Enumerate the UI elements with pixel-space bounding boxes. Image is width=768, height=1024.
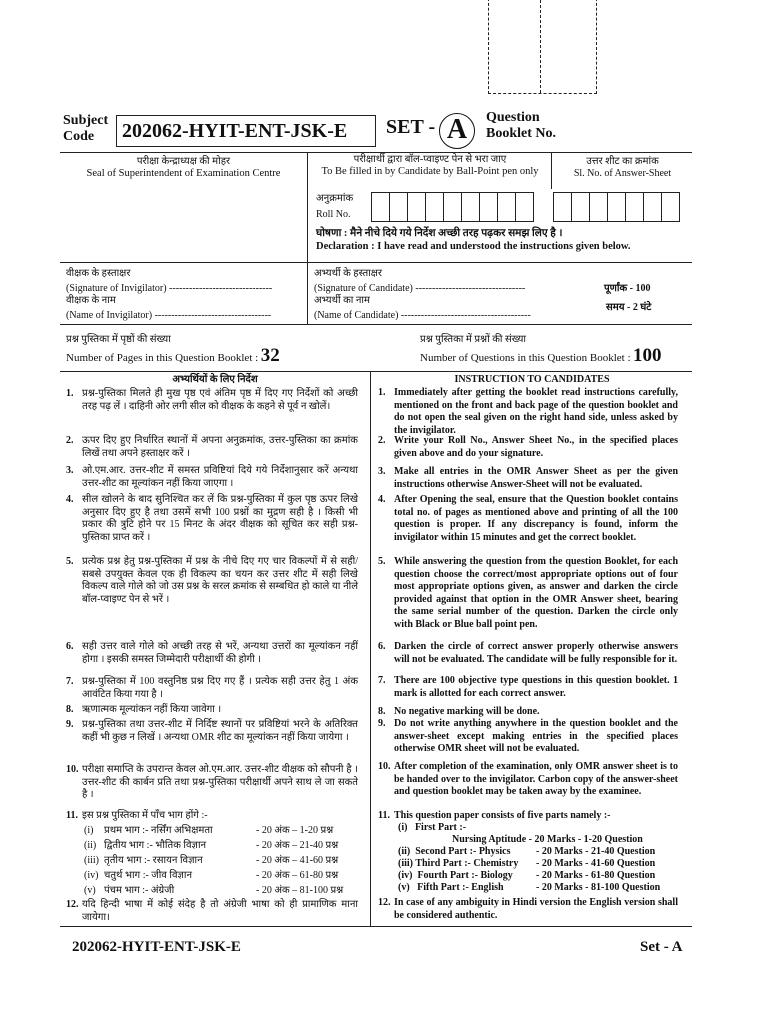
en-item-text: There are 100 objective type questions in this question booklet. 1 mark is allotted for each correct answer. [394, 675, 678, 699]
cand-name-en: (Name of Candidate) --------------------------------------- [314, 310, 531, 321]
en-item-num: 5. [378, 556, 386, 567]
footer-code: 202062-HYIT-ENT-JSK-E [72, 939, 241, 955]
en-item-1 [378, 387, 678, 437]
hi-part-marks: - 20 अंक – 21-40 प्रश्न [256, 840, 339, 851]
declaration [316, 227, 631, 253]
roll-box-1[interactable] [371, 192, 390, 222]
roll-box-2[interactable] [389, 192, 408, 222]
hi-item-text: ऋणात्मक मूल्यांकन नहीं किया जावेगा । [82, 704, 222, 715]
seal-cut-line [540, 0, 541, 93]
en-part-name: (ii) Second Part :- Physics [398, 846, 511, 857]
time-limit: समय - 2 घंटे [606, 302, 652, 313]
hi-item-num: 8. [66, 704, 74, 715]
candidate-sig [314, 268, 531, 322]
en-part-name: (iv) Fourth Part :- Biology [398, 870, 513, 881]
pages-en: Number of Pages in this Question Booklet : [66, 352, 259, 364]
hi-item-num: 5. [66, 556, 74, 567]
hi-item-2 [66, 435, 358, 460]
pages-hi: प्रश्न पुस्तिका में पृष्ठों की संख्या [66, 334, 171, 345]
en-part-1-detail: Nursing Aptitude - 20 Marks - 1-20 Question [452, 834, 643, 845]
questions-value: 100 [633, 345, 662, 366]
grid-line-v2 [551, 152, 552, 189]
hi-item-8 [66, 704, 358, 717]
hi-item-num: 4. [66, 494, 74, 505]
en-item-num: 4. [378, 494, 386, 505]
hi-item-text: परीक्षा समाप्ति के उपरान्त केवल ओ.एम.आर. उत्तर-शीट वीक्षक को सौपनी है । उत्तर-शीट की कार्बन प्रति तथा प्रश्न-पुस्तिका परीक्षार्थी अपने साथ ले जा सकते है । [82, 764, 358, 800]
cand-sig-hi: अभ्यर्थी के हस्ताक्षर [314, 268, 383, 279]
en-item-10 [378, 761, 678, 799]
roll-box-3[interactable] [407, 192, 426, 222]
booklet-label [486, 110, 556, 142]
hi-part-roman: (iii) [84, 855, 99, 866]
roll-box-9[interactable] [515, 192, 534, 222]
grid-line-mid [60, 262, 692, 263]
cand-sig-en: (Signature of Candidate) --------------------------------- [314, 283, 526, 294]
hi-part-name: तृतीय भाग :- रसायन विज्ञान [104, 855, 203, 866]
hi-part-name: प्रथम भाग :- नर्सिंग अभिक्षमता [104, 825, 213, 836]
hi-item-10 [66, 764, 358, 802]
hi-item-num: 1. [66, 388, 74, 399]
roll-box-5[interactable] [443, 192, 462, 222]
en-item-text: Make all entries in the OMR Answer Sheet as per the given instructions otherwise Answer-Sheet will not be evaluated. [394, 466, 678, 490]
hi-item-num: 3. [66, 465, 74, 476]
hi-item-text: ऊपर दिए हुए निर्धारित स्थानों में अपना अनुक्रमांक, उत्तर-पुस्तिका का क्रमांक लिखें तथा अपने हस्ताक्षर करें । [82, 435, 358, 459]
en-item-num: 8. [378, 706, 386, 717]
en-item-6 [378, 641, 678, 666]
cand-name-hi: अभ्यर्थी का नाम [314, 295, 370, 306]
hi-item-text: सील खोलने के बाद सुनिश्चित कर लें कि प्रश्न-पुस्तिका में कुल पृष्ठ ऊपर लिखे अनुसार दिए हुए है तथा उसमें सभी 100 प्रश्नों का मुद्रण सही है । किसी भी प्रकार की त्रुटि होने पर 15 मिनट के अंदर वीक्षक को सूचित कर सही प्रश्न-पुस्तिका प्राप्त करें । [82, 494, 358, 543]
hi-part-5 [84, 885, 364, 897]
set-letter: A [446, 114, 468, 145]
en-part-marks: - 20 Marks - 81-100 Question [536, 882, 661, 893]
candidate-fill-hi: परीक्षार्थी द्वारा बॉल-प्वाइण्ट पेन से भरा जाए [353, 154, 507, 165]
en-item-text: Do not write anything anywhere in the question booklet and the answer-sheet except making entries in the specified places otherwise OMR sheet will not be evaluated. [394, 718, 678, 754]
en-item-num: 6. [378, 641, 386, 652]
hi-item-6 [66, 641, 358, 666]
questions-en: Number of Questions in this Question Booklet : [420, 352, 631, 364]
footer-set: Set - A [640, 939, 683, 955]
en-item-text: Immediately after getting the booklet read instructions carefully, mentioned on the front and back page of the question booklet and do not open the seal given on the right hand side, unless asked by the invigilator. [394, 387, 678, 436]
hi-item-text: प्रश्न-पुस्तिका में 100 वस्तुनिष्ठ प्रश्न दिए गए हैं । प्रत्येक सही उत्तर हेतु 1 अंक आवंटित किया गया है । [82, 676, 358, 700]
grid-line-v1 [307, 152, 308, 324]
subject-label [63, 113, 108, 145]
hi-part-name: पंचम भाग :- अंग्रेजी [104, 885, 175, 896]
hi-part-marks: - 20 अंक – 41-60 प्रश्न [256, 855, 339, 866]
roll-label [316, 193, 353, 221]
hi-item-1 [66, 388, 358, 413]
en-item-num: 9. [378, 718, 386, 729]
en-item-11 [378, 810, 678, 823]
grid-line-top [60, 152, 692, 153]
en-part-name: (v) Fifth Part :- English [398, 882, 504, 893]
en-part-2 [398, 846, 688, 858]
en-part-1-label: (i) First Part :- [398, 822, 467, 833]
subject-code: 202062-HYIT-ENT-JSK-E [122, 120, 348, 142]
sheet-box-6[interactable] [643, 192, 662, 222]
en-item-8 [378, 706, 678, 719]
hi-item-12 [66, 899, 358, 924]
en-item-text: Darken the circle of correct answer properly otherwise answers will not be evaluated. The candidate will be fully responsible for it. [394, 641, 678, 665]
hi-item-7 [66, 676, 358, 701]
sheet-box-5[interactable] [625, 192, 644, 222]
hi-part-1 [84, 825, 364, 837]
seal-cut-box [488, 0, 597, 94]
en-item-num: 10. [378, 761, 391, 772]
en-item-4 [378, 494, 678, 544]
roll-box-7[interactable] [479, 192, 498, 222]
en-instr-title: INSTRUCTION TO CANDIDATES [454, 374, 610, 385]
invigilator-sig [66, 268, 272, 322]
hi-part-name: चतुर्थ भाग :- जीव विज्ञान [104, 870, 193, 881]
en-part-marks: - 20 Marks - 21-40 Question [536, 846, 656, 857]
inv-name-hi: वीक्षक के नाम [66, 295, 116, 306]
full-marks: पूर्णांक - 100 [604, 283, 651, 294]
hi-item-text: प्रत्येक प्रश्न हेतु प्रश्न-पुस्तिका में प्रश्न के नीचे दिए गए चार विकल्पों में से सही/सबसे उपयुक्त केवल एक ही विकल्प का चयन कर उत्तर शीट में सही लिखे विकल्प वाले गोले को जो उस प्रश्न के सरल क्रमांक से सम्बधित हो काले या नीले बॉल-प्वाइण्ट पेन से भरें । [82, 556, 358, 605]
hi-item-num: 6. [66, 641, 74, 652]
en-item-7 [378, 675, 678, 700]
en-item-text: After completion of the examination, only OMR answer sheet is to be handed over to the invigilator. Carbon copy of the answer-sheet and question booklet may be taken away by the examinee. [394, 761, 678, 797]
hi-item-text: ओ.एम.आर. उत्तर-शीट में समस्त प्रविष्टियां दिये गये निर्देशानुसार करें अन्यथा उत्तर-शीट का मूल्यांकन नहीं किया जाएगा । [82, 465, 358, 489]
en-item-num: 3. [378, 466, 386, 477]
en-part-3 [398, 858, 688, 870]
en-item-num: 7. [378, 675, 386, 686]
en-part-4 [398, 870, 688, 882]
answer-sheet-en: Sl. No. of Answer-Sheet [573, 168, 672, 179]
en-item-9 [378, 718, 678, 756]
hi-item-9 [66, 719, 358, 744]
hi-item-num: 10. [66, 764, 79, 775]
instr-top-line [60, 371, 692, 372]
answer-sheet-hi: उत्तर शीट का क्रमांक [586, 156, 659, 167]
roll-hi: अनुक्रमांक [316, 193, 354, 204]
subject-label-1: Subject [63, 113, 109, 128]
instr-divider [370, 371, 371, 926]
en-item-num: 11. [378, 810, 390, 821]
sheet-box-7[interactable] [661, 192, 680, 222]
sheet-box-1[interactable] [553, 192, 572, 222]
en-item-num: 1. [378, 387, 386, 398]
en-item-2 [378, 435, 678, 460]
en-part-name: (iii) Third Part :- Chemistry [398, 858, 519, 869]
hi-part-roman: (iv) [84, 870, 99, 881]
pages-value: 32 [260, 345, 280, 366]
instr-bottom-line [60, 926, 692, 927]
roll-box-6[interactable] [461, 192, 480, 222]
en-item-text: While answering the question from the question Booklet, for each question choose the correct/most appropriate options out of four most appropriate options given, as answer and darken the circle provided against that option in the OMR Answer sheet, bearing the same serial number of the question. Darken the circle only with Black or Blue ball point pen. [394, 556, 678, 630]
en-item-num: 2. [378, 435, 386, 446]
en-item-12 [378, 897, 678, 922]
candidate-fill-en: To Be filled in by Candidate by Ball-Point pen only [321, 166, 539, 177]
set-label: SET - [386, 116, 436, 138]
en-part-marks: - 20 Marks - 41-60 Question [536, 858, 656, 869]
en-part-marks: - 20 Marks - 61-80 Question [536, 870, 656, 881]
questions-hi: प्रश्न पुस्तिका में प्रश्नों की संख्या [420, 334, 526, 345]
hi-item-text: यदि हिन्दी भाषा में कोई संदेह है तो अंग्रेजी भाषा को ही प्रामाणिक माना जायेगा। [82, 899, 358, 923]
subject-label-2: Code [63, 129, 95, 144]
en-item-text: After Opening the seal, ensure that the Question booklet contains total no. of pages as mentioned above and printing of all the 100 question is proper. If any discrepancy is found, inform the invigilator within 15 minutes and get the correct booklet. [394, 494, 678, 543]
hi-part-marks: - 20 अंक – 81-100 प्रश्न [256, 885, 344, 896]
questions-count [420, 334, 662, 365]
hi-item-num: 11. [66, 810, 78, 821]
sheet-box-3[interactable] [589, 192, 608, 222]
seal-title [60, 156, 307, 180]
en-item-5 [378, 556, 678, 631]
en-item-text: This question paper consists of five parts namely :- [394, 810, 611, 821]
hi-item-num: 7. [66, 676, 74, 687]
hi-part-3 [84, 855, 364, 867]
hi-part-roman: (v) [84, 885, 96, 896]
inv-sig-hi: वीक्षक के हस्ताक्षर [66, 268, 131, 279]
hi-item-5 [66, 556, 358, 606]
grid-line-bottom [60, 324, 692, 325]
roll-box-8[interactable] [497, 192, 516, 222]
hi-part-4 [84, 870, 364, 882]
hi-item-num: 2. [66, 435, 74, 446]
en-item-text: In case of any ambiguity in Hindi version the English version shall be considered authentic. [394, 897, 678, 921]
en-item-text: No negative marking will be done. [394, 706, 540, 717]
inv-name-en: (Name of Invigilator) ----------------------------------- [66, 310, 272, 321]
hi-part-marks: - 20 अंक – 1-20 प्रश्न [256, 825, 334, 836]
sheet-box-2[interactable] [571, 192, 590, 222]
hi-item-4 [66, 494, 358, 544]
hi-part-roman: (i) [84, 825, 94, 836]
seal-hi: परीक्षा केन्द्राध्यक्ष की मोहर [136, 156, 231, 167]
hi-item-11 [66, 810, 358, 823]
inv-sig-en: (Signature of Invigilator) ------------------------------- [66, 283, 273, 294]
en-item-num: 12. [378, 897, 391, 908]
pages-count [66, 334, 280, 365]
booklet-label-2: Booklet No. [486, 126, 556, 141]
en-item-text: Write your Roll No., Answer Sheet No., in the specified places given above and do your signature. [394, 435, 678, 459]
hi-item-text: इस प्रश्न पुस्तिका में पाँच भाग होंगे :- [82, 810, 208, 821]
hi-item-text: सही उत्तर वाले गोले को अच्छी तरह से भरें, अन्यथा उत्तरों का मूल्यांकन नहीं होगा । इसकी समस्त जिम्मेदारी परीक्षार्थी की होगी । [82, 641, 358, 665]
answer-sheet-title [553, 156, 692, 180]
hi-part-2 [84, 840, 364, 852]
hi-item-num: 9. [66, 719, 74, 730]
declaration-en: Declaration : I have read and understood the instructions given below. [316, 241, 631, 252]
hi-item-num: 12. [66, 899, 79, 910]
hi-part-marks: - 20 अंक – 61-80 प्रश्न [256, 870, 339, 881]
hi-item-3 [66, 465, 358, 490]
declaration-hi: घोषणा : मैने नीचे दिये गये निर्देश अच्छी तरह पढ़कर समझ लिए है । [316, 228, 563, 239]
roll-box-4[interactable] [425, 192, 444, 222]
seal-en: Seal of Superintendent of Examination Centre [86, 168, 281, 179]
booklet-label-1: Question [486, 110, 540, 125]
hi-instr-title: अभ्यर्थियों के लिए निर्देश [172, 374, 258, 385]
sheet-box-4[interactable] [607, 192, 626, 222]
roll-en: Roll No. [316, 209, 351, 220]
candidate-fill-title [309, 154, 551, 178]
en-item-3 [378, 466, 678, 491]
hi-part-roman: (ii) [84, 840, 97, 851]
en-part-5 [398, 882, 688, 894]
hi-part-name: द्वितीय भाग :- भौतिक विज्ञान [104, 840, 207, 851]
hi-item-text: प्रश्न-पुस्तिका मिलते ही मुख पृष्ठ एवं अंतिम पृष्ठ में दिए गए निर्देशों को अच्छी तरह पढ़ लें । दाहिनी ओर लगी सील को वीक्षक के कहने से पूर्व न खोलें। [82, 388, 358, 412]
hi-item-text: प्रश्न-पुस्तिका तथा उत्तर-शीट में निर्दिष्ट स्थानों पर प्रविष्टियां भरने के अतिरिक्त कहीं भी कुछ न लिखें । अन्यथा OMR शीट का मूल्यांकन नहीं किया जायेगा । [82, 719, 358, 743]
